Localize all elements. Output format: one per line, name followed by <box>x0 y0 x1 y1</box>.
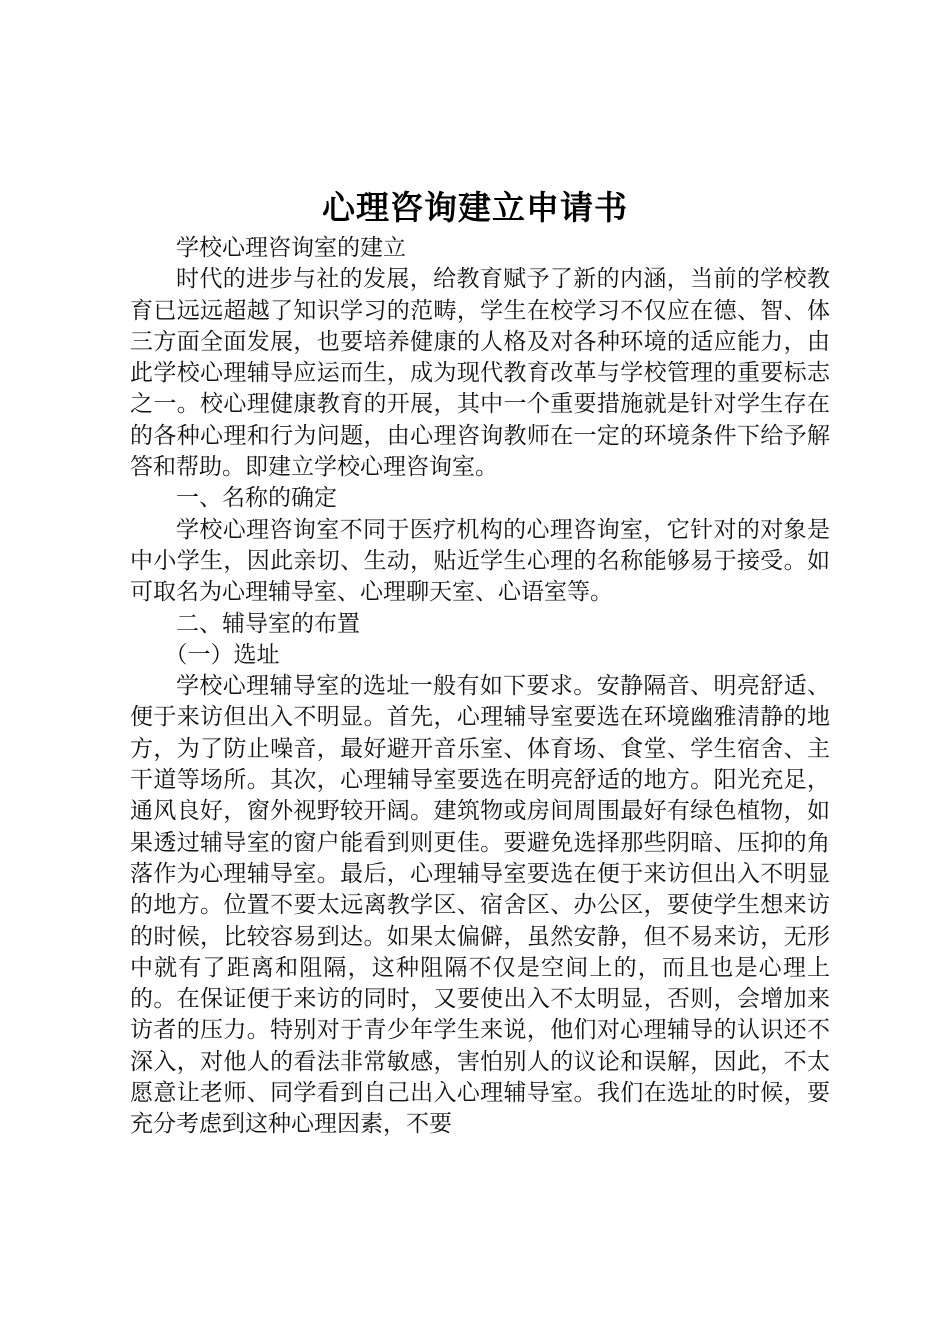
section-heading: 一、名称的确定 <box>176 485 337 512</box>
paragraph: 学校心理辅导室的选址一般有如下要求。安静隔音、明亮舒适、便于来访但出入不明显。首先，心理辅导室要选在环境幽雅清静的地方，为了防止噪音，最好避开音乐室、体育场、食堂、学生宿舍、主干道等场所。其次，心理辅导室要选在明亮舒适的地方。阳光充足，通风良好，窗外视野较开阔。建筑物或房间周围最好有绿色植物，如果透过辅导室的窗户能看到则更佳。要避免选择那些阴暗、压抑的角落作为心理辅导室。最后，心理辅导室要选在便于来访但出入不明显的地方。位置不要太远离教学区、宿舍区、办公区，要使学生想来访的时候，比较容易到达。如果太偏僻，虽然安静，但不易来访，无形中就有了距离和阻隔，这种阻隔不仅是空间上的，而且也是心理上的。在保证便于来访的同时，又要使出入不太明显，否则，会增加来访者的压力。特别对于青少年学生来说，他们对心理辅导的认识还不深入，对他人的看法非常敏感，害怕别人的议论和误解，因此，不太愿意让老师、同学看到自己出入心理辅导室。我们在选址的时候，要充分考虑到这种心理因素，不要 <box>130 673 830 1138</box>
subsection-heading: （一）选址 <box>164 641 280 668</box>
document-body <box>130 233 830 1141</box>
paragraph: 学校心理咨询室不同于医疗机构的心理咨询室，它针对的对象是中小学生，因此亲切、生动，贴近学生心理的名称能够易于接受。如可取名为心理辅导室、心理聊天室、心语室等。 <box>130 516 830 606</box>
document-title: 心理咨询建立申请书 <box>322 188 628 227</box>
section-heading: 学校心理咨询室的建立 <box>176 235 406 261</box>
paragraph: 时代的进步与社的发展，给教育赋予了新的内涵，当前的学校教育已远远超越了知识学习的范畴，学生在校学习不仅应在德、智、体三方面全面发展，也要培养健康的人格及对各种环境的适应能力，由此学校心理辅导应运而生，成为现代教育改革与学校管理的重要标志之一。校心理健康教育的开展，其中一个重要措施就是针对学生存在的各种心理和行为问题，由心理咨询教师在一定的环境条件下给予解答和帮助。即建立学校心理咨询室。 <box>130 266 830 481</box>
section-heading: 二、辅导室的布置 <box>176 610 360 637</box>
